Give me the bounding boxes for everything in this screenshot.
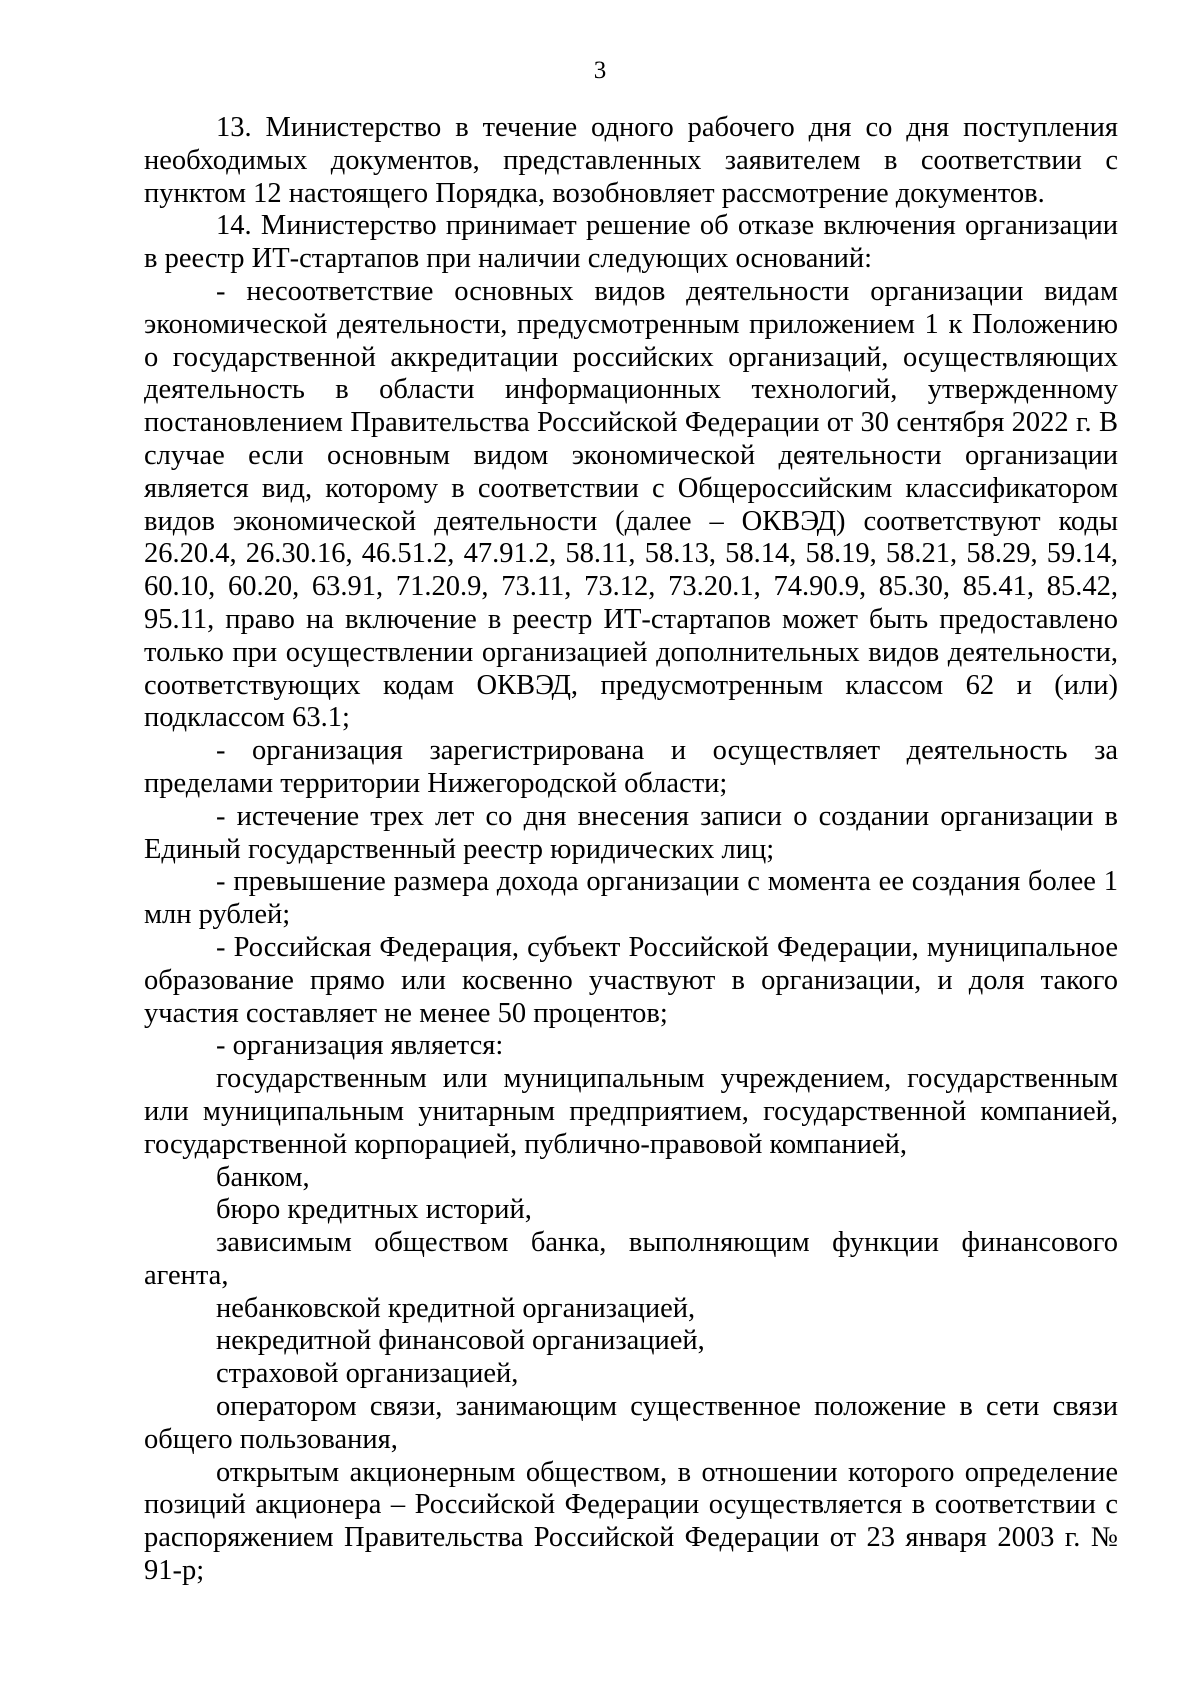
paragraph-item-13: 13. Министерство в течение одного рабочего дня со дня поступления необходимых документов, представленных заявителем в соответствии с пунктом 12 настоящего Порядка, возобновляет рассмотрение документов. xyxy=(144,112,1118,209)
paragraph-organization-is: - организация является: xyxy=(216,1030,504,1062)
list-item-bank-subsidiary: зависимым обществом банка, выполняющим функции финансового агента, xyxy=(144,1227,1118,1291)
list-item-noncredit-financial: некредитной финансовой организацией, xyxy=(216,1325,705,1357)
paragraph-income-limit: - превышение размера дохода организации с момента ее создания более 1 млн рублей; xyxy=(144,866,1118,931)
document-body xyxy=(144,112,1118,1588)
paragraph-okved-mismatch: - несоответствие основных видов деятельности организации видам экономической деятельности, предусмотренным приложением 1 к Положению о государственной аккредитации российских организаций, осуществляющих деятельность в области информационных технологий, утвержденному постановлением Правительства Российской Федерации от 30 сентября 2022 г. В случае если основным видом экономической деятельности организации является вид, которому в соответствии с Общероссийским классификатором видов экономической деятельности (далее – ОКВЭД) соответствуют коды 26.20.4, 26.30.16, 46.51.2, 47.91.2, 58.11, 58.13, 58.14, 58.19, 58.21, 58.29, 59.14, 60.10, 60.20, 63.91, 71.20.9, 73.11, 73.12, 73.20.1, 74.90.9, 85.30, 85.41, 85.42, 95.11, право на включение в реестр ИТ-стартапов может быть предоставлено только при осуществлении организацией дополнительных видов деятельности, соответствующих кодам ОКВЭД, предусмотренным классом 62 и (или) подклассом 63.1; xyxy=(144,275,1118,734)
list-item-joint-stock-company: открытым акционерным обществом, в отношении которого определение позиций акционера – Российской Федерации осуществляется в соответствии с распоряжением Правительства Российской Федерации от 23 января 2003 г. № 91-р; xyxy=(144,1456,1118,1587)
paragraph-outside-region: - организация зарегистрирована и осуществляет деятельность за пределами территории Нижегородской области; xyxy=(144,735,1118,799)
list-item-bank: банком, xyxy=(216,1161,310,1193)
paragraph-three-years: - истечение трех лет со дня внесения записи о создании организации в Единый государственный реестр юридических лиц; xyxy=(144,800,1118,865)
list-item-nonbank-credit: небанковской кредитной организацией, xyxy=(216,1292,696,1324)
list-item-credit-bureau: бюро кредитных историй, xyxy=(216,1194,532,1226)
list-item-state-institution: государственным или муниципальным учреждением, государственным или муниципальным унитарным предприятием, государственной компанией, государственной корпорацией, публично-правовой компанией, xyxy=(144,1063,1118,1160)
list-item-insurance: страховой организацией, xyxy=(216,1358,519,1390)
list-item-telecom-operator: оператором связи, занимающим существенное положение в сети связи общего пользования, xyxy=(144,1391,1118,1455)
paragraph-state-participation: - Российская Федерация, субъект Российской Федерации, муниципальное образование прямо или косвенно участвуют в организации, и доля такого участия составляет не менее 50 процентов; xyxy=(144,931,1118,1029)
page-number: 3 xyxy=(593,57,607,84)
paragraph-item-14: 14. Министерство принимает решение об отказе включения организации в реестр ИТ-стартапов при наличии следующих оснований: xyxy=(144,210,1118,275)
